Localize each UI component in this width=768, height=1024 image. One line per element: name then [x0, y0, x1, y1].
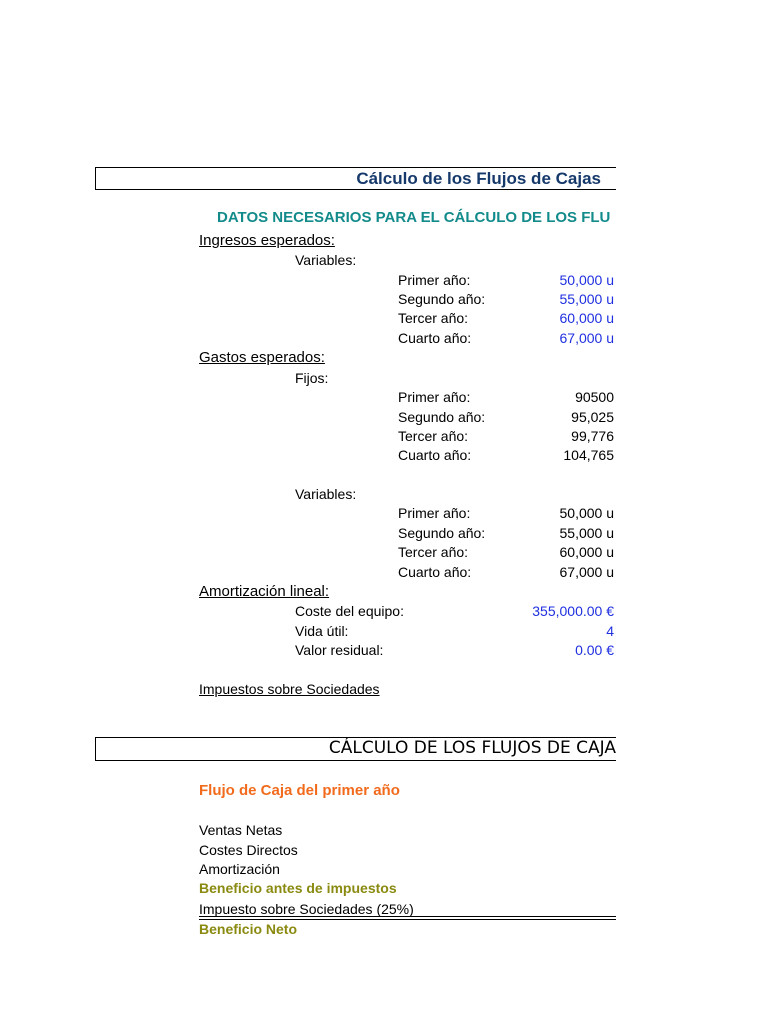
page-title: Cálculo de los Flujos de Cajas: [356, 169, 601, 188]
gastos-fijos-row-label: Primer año:: [398, 389, 471, 405]
ingresos-variables-label: Variables:: [295, 252, 357, 268]
impuesto-sociedades-label: Impuesto sobre Sociedades (25%): [199, 901, 414, 917]
ingresos-row-value: 60,000 u: [559, 310, 614, 326]
gastos-fijos-row-value: 90500: [575, 389, 614, 405]
double-rule-bottom: [199, 919, 616, 920]
gastos-variables-row-value: 50,000 u: [559, 505, 614, 521]
amortizacion-row-label: Coste del equipo:: [295, 603, 404, 619]
gastos-variables-row-label: Primer año:: [398, 505, 471, 521]
ventas-netas-label: Ventas Netas: [199, 822, 283, 838]
ingresos-row-value: 67,000 u: [559, 330, 614, 346]
ingresos-row-label: Tercer año:: [398, 310, 469, 326]
flujo-primer-heading: Flujo de Caja del primer año: [199, 782, 400, 799]
gastos-fijos-row-value: 95,025: [571, 409, 614, 425]
gastos-variables-label: Variables:: [295, 486, 357, 502]
gastos-fijos-label: Fijos:: [295, 370, 329, 386]
amortizacion-row-label: Valor residual:: [295, 642, 384, 658]
amortizacion-row-value: 0.00 €: [575, 642, 614, 658]
ingresos-row-value: 50,000 u: [559, 272, 614, 288]
ingresos-row-value: 55,000 u: [559, 291, 614, 307]
calculo-title-box: [95, 737, 616, 761]
datos-heading: DATOS NECESARIOS PARA EL CÁLCULO DE LOS FLU: [217, 209, 611, 226]
gastos-variables-row-value: 55,000 u: [559, 525, 614, 541]
ingresos-header: Ingresos esperados:: [199, 232, 335, 249]
amortizacion-header: Amortización lineal:: [199, 583, 330, 600]
gastos-fijos-row-label: Cuarto año:: [398, 447, 472, 463]
ingresos-row-label: Cuarto año:: [398, 330, 472, 346]
double-rule-top: [199, 916, 616, 917]
gastos-variables-row-value: 67,000 u: [559, 564, 614, 580]
impuestos-label: Impuestos sobre Sociedades: [199, 681, 380, 697]
amortizacion-row-value: 355,000.00 €: [532, 603, 614, 619]
gastos-variables-row-value: 60,000 u: [559, 544, 614, 560]
ingresos-row-label: Segundo año:: [398, 291, 486, 307]
gastos-fijos-row-label: Segundo año:: [398, 409, 486, 425]
gastos-variables-row-label: Cuarto año:: [398, 564, 472, 580]
title-box: [95, 167, 616, 190]
amortizacion-label: Amortización: [199, 861, 280, 877]
gastos-variables-row-label: Tercer año:: [398, 544, 469, 560]
costes-directos-label: Costes Directos: [199, 842, 298, 858]
gastos-header: Gastos esperados:: [199, 349, 325, 366]
beneficio-antes-label: Beneficio antes de impuestos: [199, 880, 397, 896]
gastos-fijos-row-value: 99,776: [571, 428, 614, 444]
gastos-fijos-row-value: 104,765: [563, 447, 614, 463]
amortizacion-row-value: 4: [606, 623, 614, 639]
gastos-fijos-row-label: Tercer año:: [398, 428, 469, 444]
amortizacion-row-label: Vida útil:: [295, 623, 349, 639]
gastos-variables-row-label: Segundo año:: [398, 525, 486, 541]
beneficio-neto-label: Beneficio Neto: [199, 921, 298, 937]
ingresos-row-label: Primer año:: [398, 272, 471, 288]
calculo-title: CÁLCULO DE LOS FLUJOS DE CAJA: [328, 738, 616, 758]
